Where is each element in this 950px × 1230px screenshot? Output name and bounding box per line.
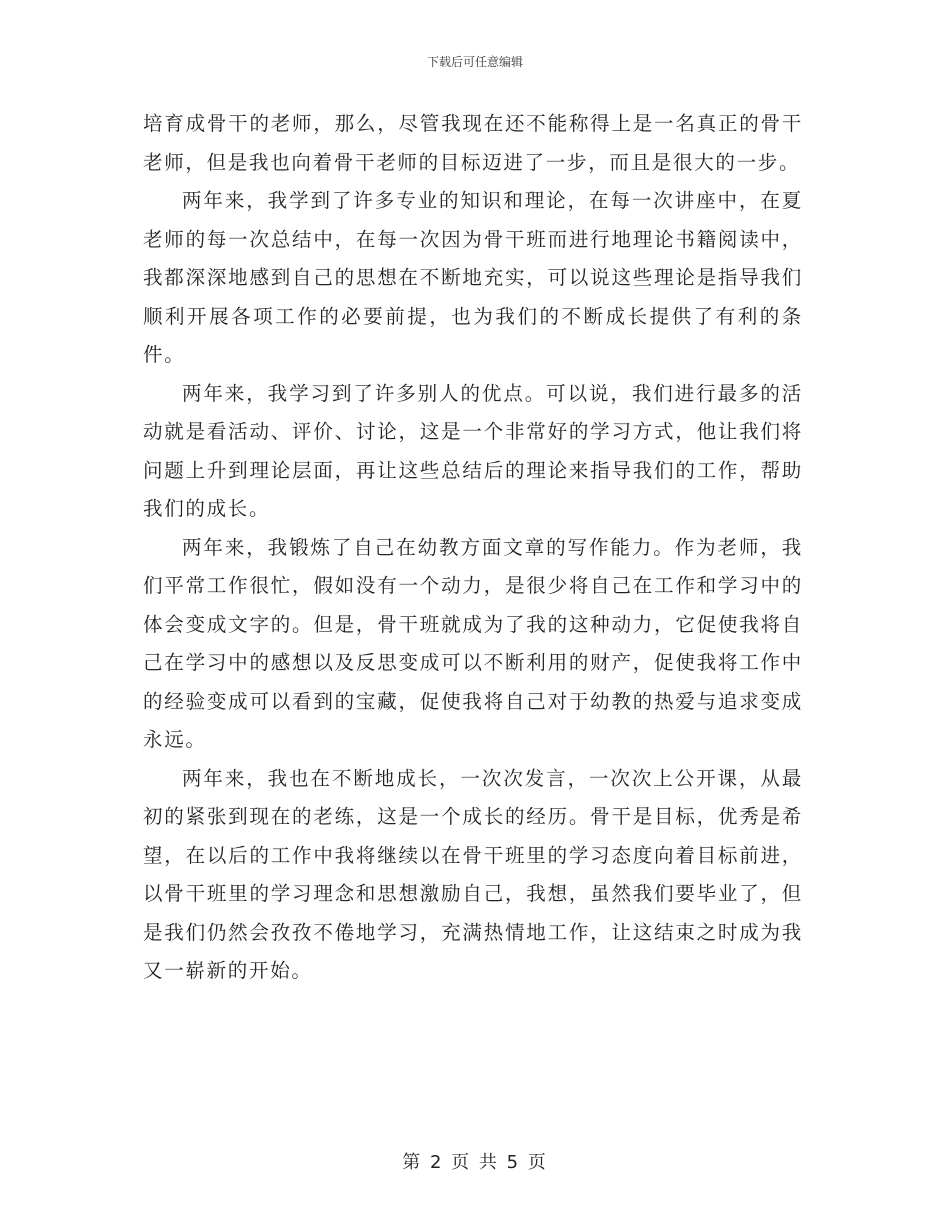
paragraph-continuation: 培育成骨干的老师，那么，尽管我现在还不能称得上是一名真正的骨干老师，但是我也向着骨干老师的目标迈进了一步，而且是很大的一步。 xyxy=(143,112,803,174)
paragraph: 两年来，我学到了许多专业的知识和理论，在每一次讲座中，在夏老师的每一次总结中，在每一次因为骨干班而进行地理论书籍阅读中，我都深深地感到自己的思想在不断地充实，可以说这些理论是指导我们顺利开展各项工作的必要前提，也为我们的不断成长提供了有利的条件。 xyxy=(143,189,803,366)
paragraph: 两年来，我学习到了许多别人的优点。可以说，我们进行最多的活动就是看活动、评价、讨论，这是一个非常好的学习方式，他让我们将问题上升到理论层面，再让这些总结后的理论来指导我们的工作，帮助我们的成长。 xyxy=(143,381,803,520)
page-footer: 第 2 页 共 5 页 xyxy=(402,1152,548,1173)
paragraph: 两年来，我也在不断地成长，一次次发言，一次次上公开课，从最初的紧张到现在的老练，这是一个成长的经历。骨干是目标，优秀是希望，在以后的工作中我将继续以在骨干班里的学习态度向着目标前进，以骨干班里的学习理念和思想激励自己，我想，虽然我们要毕业了，但是我们仍然会孜孜不倦地学习，充满热情地工作，让这结束之时成为我又一崭新的开始。 xyxy=(143,766,803,982)
paragraph: 两年来，我锻炼了自己在幼教方面文章的写作能力。作为老师，我们平常工作很忙，假如没有一个动力，是很少将自己在工作和学习中的体会变成文字的。但是，骨干班就成为了我的这种动力，它促使我将自己在学习中的感想以及反思变成可以不断利用的财产，促使我将工作中的经验变成可以看到的宝藏，促使我将自己对于幼教的热爱与追求变成永远。 xyxy=(143,535,803,751)
document-body xyxy=(143,105,803,991)
page-header: 下载后可任意编辑 xyxy=(426,55,523,69)
